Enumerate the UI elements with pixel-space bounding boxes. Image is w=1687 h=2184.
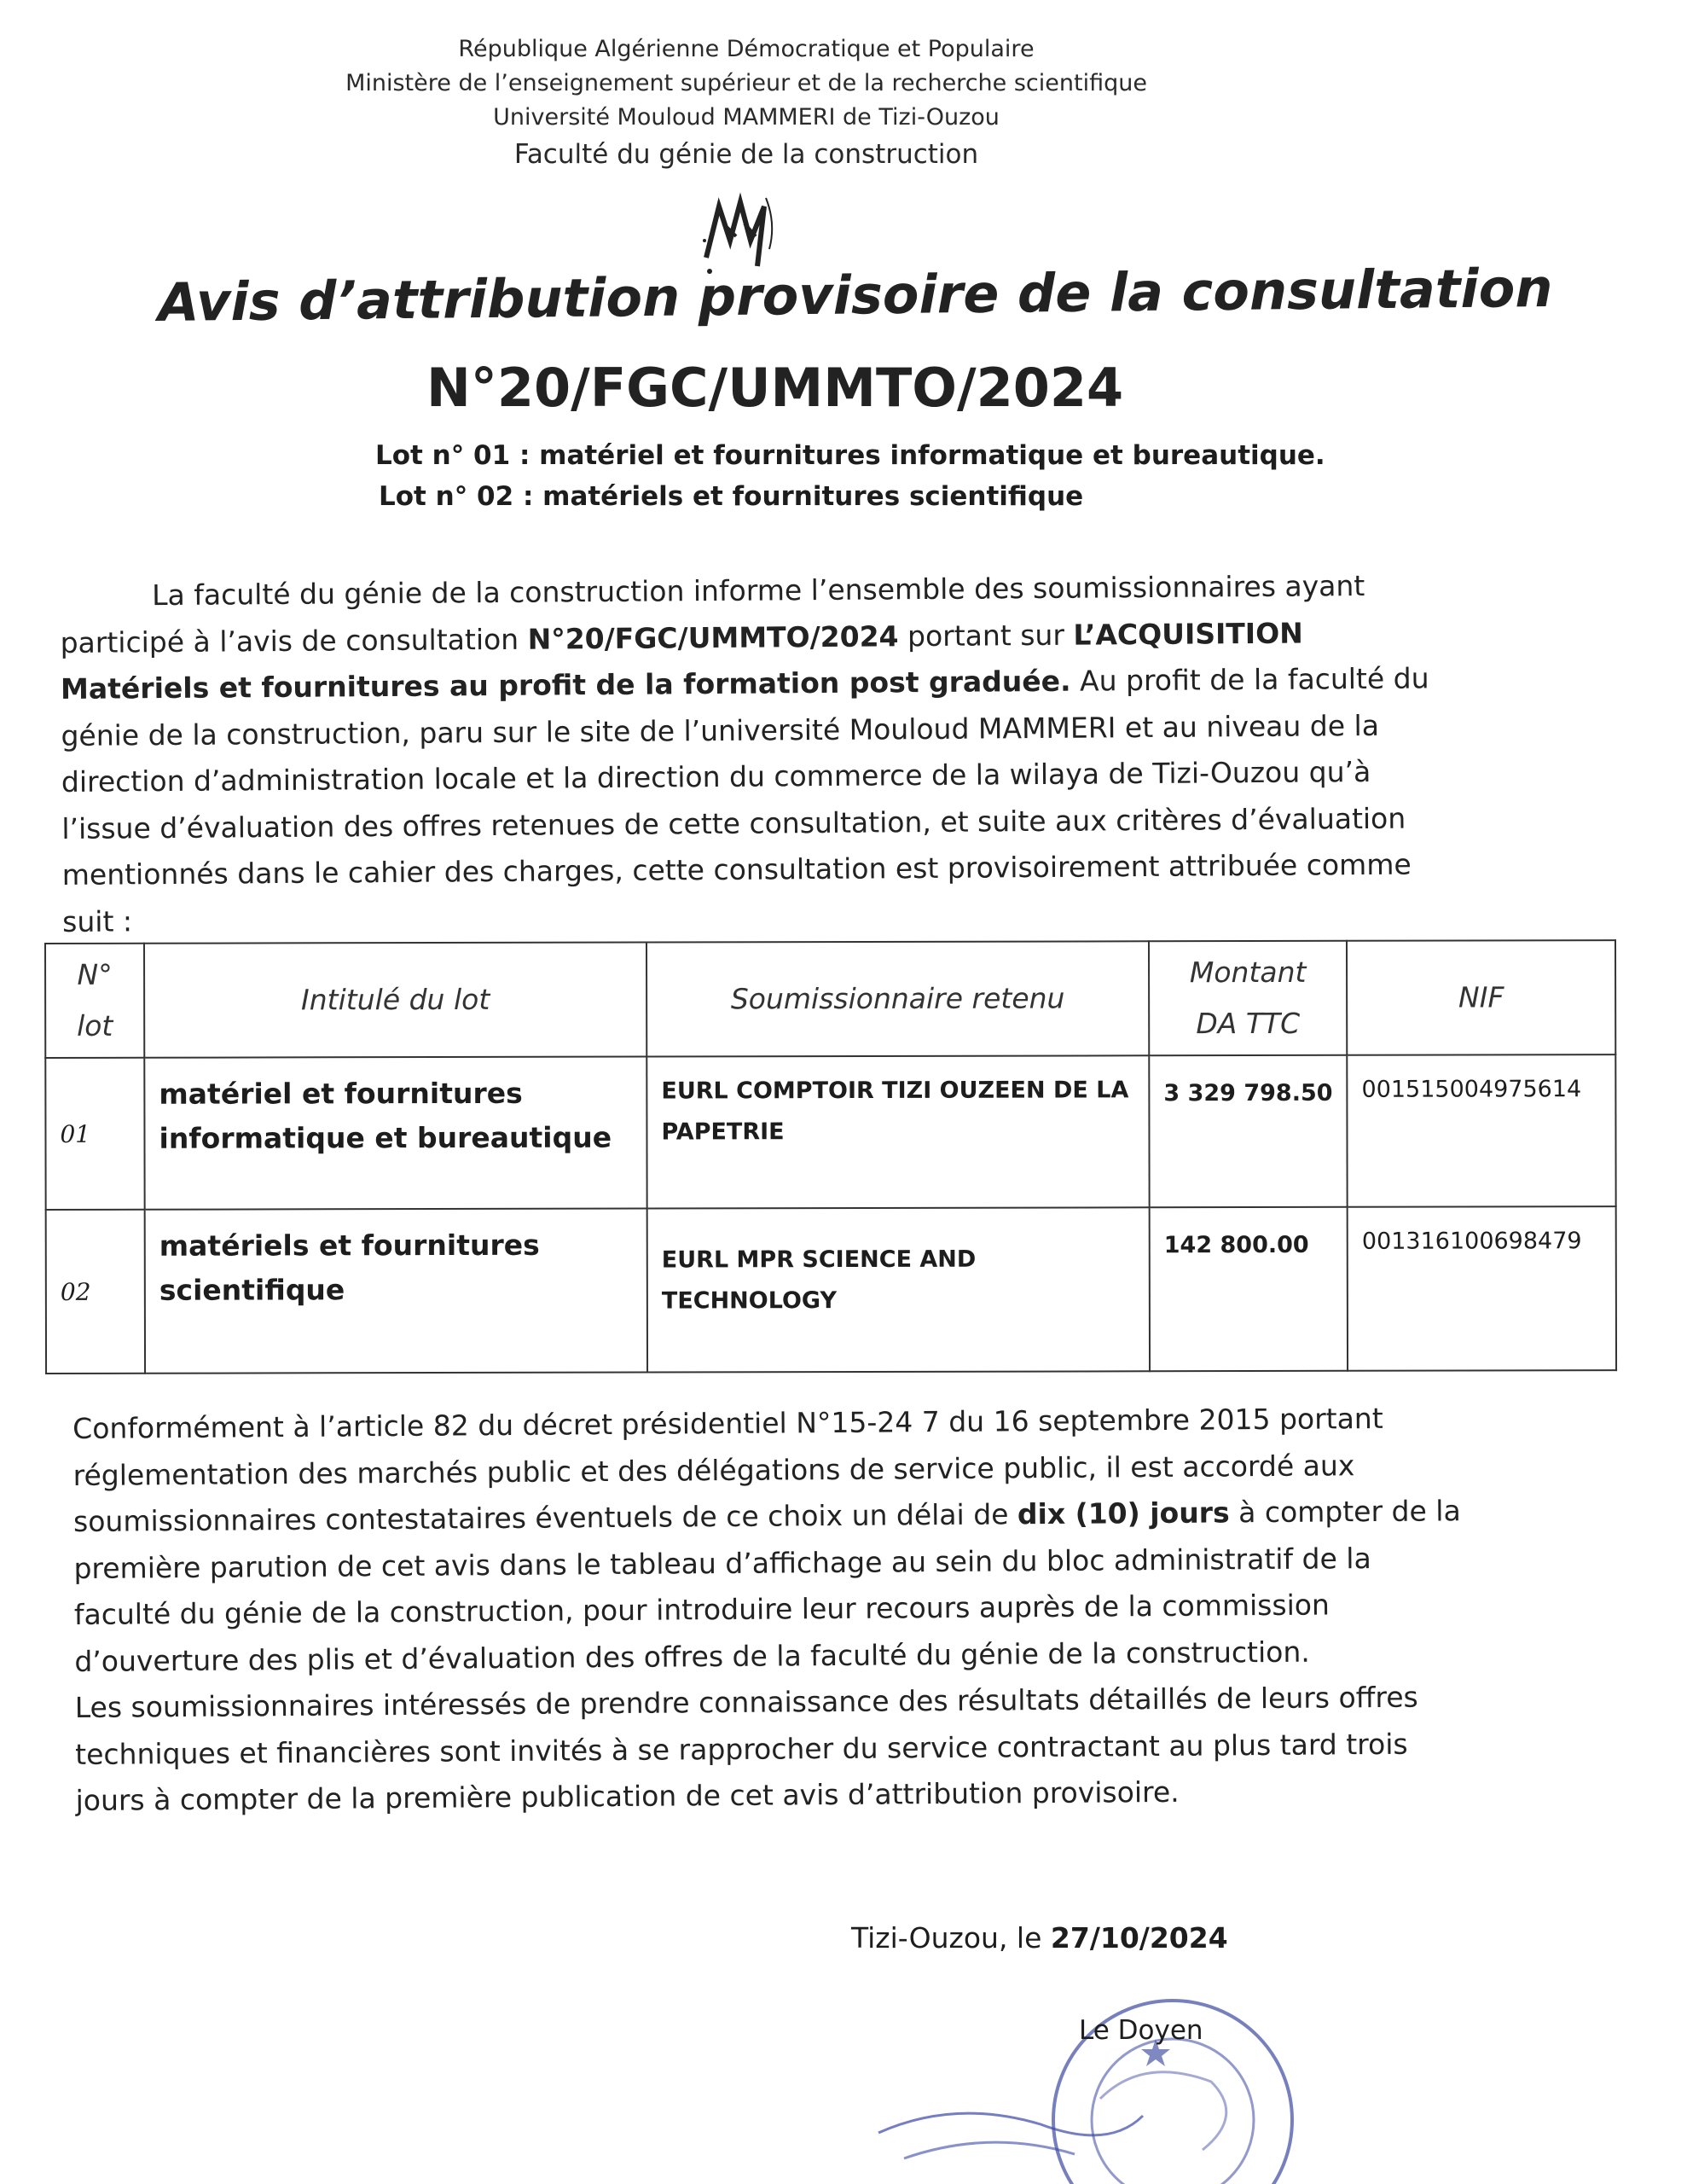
closing-text-3: à compter de la première parution de cet avis dans le tableau d’affichage au sein du bloc administratif de la faculté du génie de la construction, pour introduire leur recours auprès de la commission d’ouverture des plis et d’évaluation des offres de la faculté du génie de la construction. [73, 1494, 1461, 1678]
row-lot-number: 01 [45, 1058, 144, 1210]
intro-text-3: portant sur [898, 618, 1074, 653]
intro-acquisition: L’ACQUISITION Matériels et fournitures au profit de la formation post graduée. [60, 616, 1303, 706]
row-amount: 3 329 798.50 [1149, 1055, 1348, 1208]
consultation-number: N°20/FGC/UMMTO/2024 [426, 357, 1124, 419]
row-bidder: EURL COMPTOIR TIZI OUZEEN DE LA PAPETRIE [646, 1055, 1149, 1208]
place-and-date [851, 1921, 1228, 1955]
row-lot-title: matériel et fournitures informatique et bureautique [144, 1057, 646, 1210]
intro-text-1: La faculté du génie de la construction informe l’ensemble des soumissionnaires ayant participé à l’avis de consultation [60, 568, 1365, 659]
closing-paragraph [72, 1395, 1475, 1824]
signature-stamp-icon [597, 2082, 1348, 2184]
header-amount: Montant DA TTC [1149, 941, 1347, 1055]
signatory-role: Le Doyen [1079, 2015, 1203, 2046]
notice-title: Avis d’attribution provisoire de la consultation [158, 256, 1553, 334]
header-faculty: Faculté du génie de la construction [513, 139, 979, 170]
header-lot-number: N° lot [45, 944, 144, 1058]
table-row [46, 1206, 1616, 1374]
closing-text-4: Les soumissionnaires intéressés de prendre connaissance des résultats détaillés de leurs offres techniques et financières sont invités à se rapprocher du service contractant au plus tard trois jours à compter de la première publication de cet avis d’attribution provisoire. [74, 1680, 1418, 1817]
award-table [44, 939, 1617, 1374]
lot-2-heading: Lot n° 02 : matériels et fournitures scientifique [379, 481, 1084, 512]
row-lot-title: matériels et fournitures scientifique [145, 1209, 647, 1374]
row-lot-number: 02 [46, 1210, 145, 1374]
intro-number: N°20/FGC/UMMTO/2024 [527, 619, 899, 656]
header-nif: NIF [1347, 940, 1615, 1055]
closing-text-1: Conformément à l’article 82 du décret présidentiel N°15-24 7 du 16 septembre 2015 portant réglementation des marchés public et des délégations de service public, il est accordé aux soumissionnaires contestataires éventuels de ce choix un délai de [72, 1401, 1383, 1538]
header-university: Université Mouloud MAMMERI de Tizi-Ouzou [493, 104, 1000, 131]
header-ministry: Ministère de l’enseignement supérieur et de la recherche scientifique [345, 70, 1147, 96]
intro-paragraph [60, 562, 1461, 945]
signature-date: 27/10/2024 [1050, 1921, 1228, 1955]
table-row [45, 1054, 1615, 1210]
header-country: République Algérienne Démocratique et Populaire [458, 36, 1035, 62]
document-header [0, 32, 1493, 174]
lot-1-heading: Lot n° 01 : matériel et fournitures informatique et bureautique. [375, 440, 1325, 471]
award-table-wrapper [44, 939, 1617, 1374]
intro-text-5: Au profit de la faculté du génie de la construction, paru sur le site de l’université Mouloud MAMMERI et au niveau de la direction d’administration locale et la direction du commerce de la wilaya de Tizi-Ouzou qu’à l’issue d’évaluation des offres retenues de cette consultation, et suite aux critères d’évaluation mentionnés dans le cahier des charges, cette consultation est provisoirement attribuée comme suit : [61, 661, 1429, 938]
row-nif: 001316100698479 [1348, 1206, 1616, 1371]
header-lot-title: Intitulé du lot [144, 943, 646, 1058]
header-bidder: Soumissionnaire retenu [646, 941, 1149, 1056]
row-amount: 142 800.00 [1150, 1207, 1348, 1371]
row-nif: 001515004975614 [1347, 1054, 1615, 1207]
lots-list [375, 435, 1325, 517]
table-header-row [45, 940, 1615, 1058]
row-bidder: EURL MPR SCIENCE AND TECHNOLOGY [647, 1207, 1150, 1372]
closing-delay: dix (10) jours [1017, 1496, 1230, 1531]
place-label: Tizi-Ouzou, le [851, 1921, 1051, 1955]
